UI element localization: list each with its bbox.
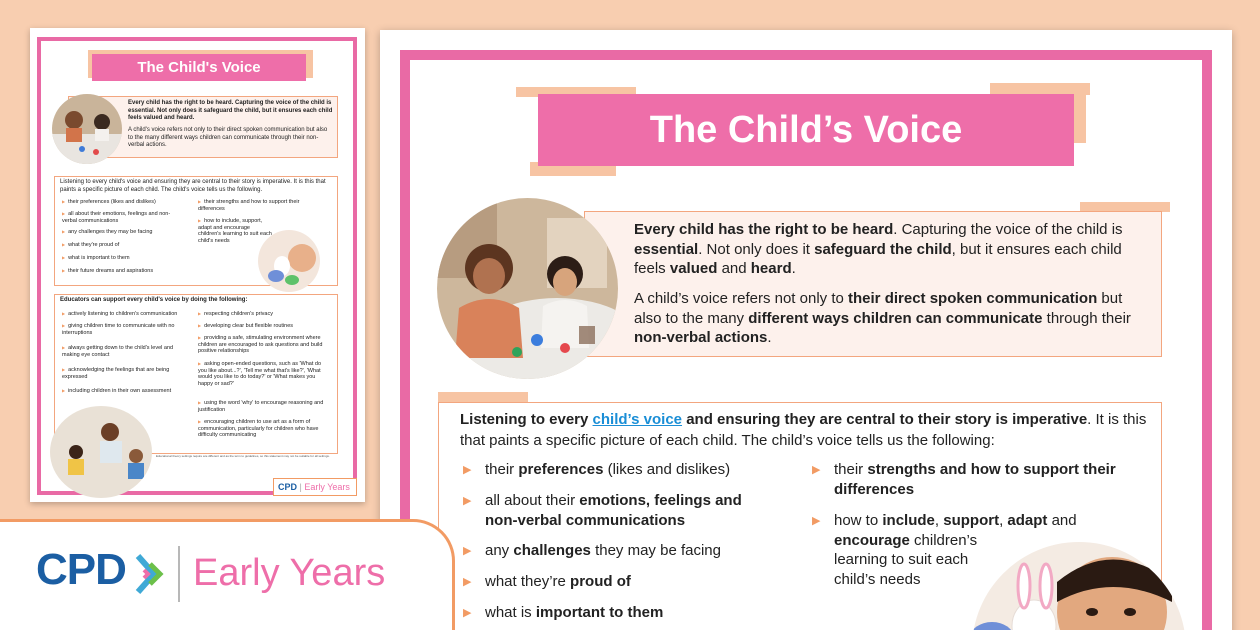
thumbnail-list2-item: ▶ acknowledging the feelings that are being expressed xyxy=(62,367,187,380)
logo-early-years: Early Years xyxy=(193,552,386,594)
bullet-arrow-icon: ▶ xyxy=(812,515,821,527)
thumbnail-footnote: Educational theory settings require are different and as the term to guidelines, so this statement may not be suitable for all settings. xyxy=(156,454,330,458)
thumbnail-list1-item: ▶ their future dreams and aspirations xyxy=(62,268,182,275)
thumbnail-list2-item: ▶ giving children time to communicate with no interruptions xyxy=(62,323,187,336)
list-deco xyxy=(438,392,528,402)
thumbnail-list1-item: ▶ any challenges they may be facing xyxy=(62,229,182,236)
thumbnail-title: The Child's Voice xyxy=(92,54,306,81)
thumbnail-list2-item: ▶ providing a safe, stimulating environment where children are encouraged to ask questions and build positive relationships xyxy=(198,335,328,355)
bullet-important: what is important to them xyxy=(485,604,664,621)
thumbnail-toy-photo xyxy=(258,230,320,292)
thumbnail-list2-item: ▶ asking open-ended questions, such as 'What do you like about...?', 'Tell me what that's like?', 'What would you like to do today?' or 'What makes you happy or sad?' xyxy=(198,361,328,387)
intro-paragraph-1: Every child has the right to be heard. Capturing the voice of the child is essential. Not only does it safeguard the child, but it ensures each child feels valued and heard. xyxy=(634,221,1123,277)
thumbnail-list2-item: ▶ actively listening to children's communication xyxy=(62,311,192,318)
bullet-arrow-icon: ▶ xyxy=(812,464,821,476)
list-intro: Listening to every child’s voice and ensuring they are central to their story is imperative. It is this that paints a specific picture of each child. The child’s voice tells us the following: xyxy=(460,411,1147,449)
bullet-challenges: any challenges they may be facing xyxy=(485,542,721,559)
thumbnail-list2-item: ▶ including children in their own assessment xyxy=(62,388,187,395)
thumbnail-intro-photo xyxy=(52,94,122,164)
bullet-emotions: all about their emotions, feelings and non-verbal communications xyxy=(485,492,742,529)
bullet-proud: what they’re proud of xyxy=(485,573,631,590)
bullet-arrow-icon: ▶ xyxy=(463,545,472,557)
thumbnail-list1-intro: Listening to every child's voice and ensuring they are central to their story is imperative. It is this that paints a specific picture of each child. The child's voice tells us the following. xyxy=(60,179,326,193)
bullet-preferences: their preferences (likes and dislikes) xyxy=(485,461,731,478)
thumbnail-brand: CPD | Early Years xyxy=(273,478,357,496)
bullet-arrow-icon: ▶ xyxy=(463,607,472,619)
thumbnail-list2-intro: Educators can support every child's voice by doing the following: xyxy=(60,297,248,303)
thumbnail-brand-cpd: CPD xyxy=(278,482,298,492)
logo-cpd: CPD xyxy=(36,545,126,594)
thumbnail-list1-item: ▶ their strengths and how to support their differences xyxy=(198,199,313,212)
thumbnail-list2-item: ▶ encouraging children to use art as a form of communication, particularly for children who have difficulty communicating xyxy=(198,419,328,439)
title-deco xyxy=(1074,83,1086,143)
page-title: The Child’s Voice xyxy=(538,94,1074,166)
thumbnail-intro-p1: Every child has the right to be heard. Capturing the voice of the child is essential. Not only does it safeguard the child, but it ensures each child feels valued and heard. xyxy=(128,100,333,121)
thumbnail-list1-item: ▶ all about their emotions, feelings and non-verbal communications xyxy=(62,211,172,224)
thumbnail-list2-item: ▶ always getting down to the child's level and making eye contact xyxy=(62,345,187,358)
bullet-arrow-icon: ▶ xyxy=(463,495,472,507)
intro-photo xyxy=(437,198,618,379)
thumbnail-list1-item: ▶ how to include, support, adapt and encourage children's learning to suit each child's needs xyxy=(198,218,273,244)
document-page xyxy=(380,30,1232,630)
bullet-include: how to include, support, adapt and encourage children’s learning to suit each child’s needs xyxy=(834,512,1077,588)
thumbnail-list1-item: ▶ their preferences (likes and dislikes) xyxy=(62,199,182,206)
bullet-arrow-icon: ▶ xyxy=(463,464,472,476)
bullet-arrow-icon: ▶ xyxy=(463,576,472,588)
intro-paragraph-2: A child’s voice refers not only to their direct spoken communication but also to the many different ways children can communicate through their non-verbal actions. xyxy=(634,290,1131,346)
bullet-strengths: their strengths and how to support their differences xyxy=(834,461,1116,498)
chevron-right-icon xyxy=(134,552,170,596)
childs-voice-link[interactable]: child’s voice xyxy=(592,411,683,428)
thumbnail-list1-item: ▶ what is important to them xyxy=(62,255,182,262)
thumbnail-preview xyxy=(30,28,365,502)
thumbnail-list2-item: ▶ respecting children's privacy xyxy=(198,311,328,318)
thumbnail-group-photo xyxy=(50,406,152,498)
thumbnail-list1-item: ▶ what they're proud of xyxy=(62,242,182,249)
thumbnail-list2-item: ▶ using the word 'why' to encourage reasoning and justification xyxy=(198,400,328,413)
thumbnail-brand-ey: Early Years xyxy=(304,482,350,492)
thumbnail-intro-p2: A child's voice refers not only to their direct spoken communication but also to the many different ways children can communicate through their non-verbal actions. xyxy=(128,127,328,148)
logo-separator xyxy=(178,546,180,602)
thumbnail-list2-item: ▶ developing clear but flexible routines xyxy=(198,323,328,330)
